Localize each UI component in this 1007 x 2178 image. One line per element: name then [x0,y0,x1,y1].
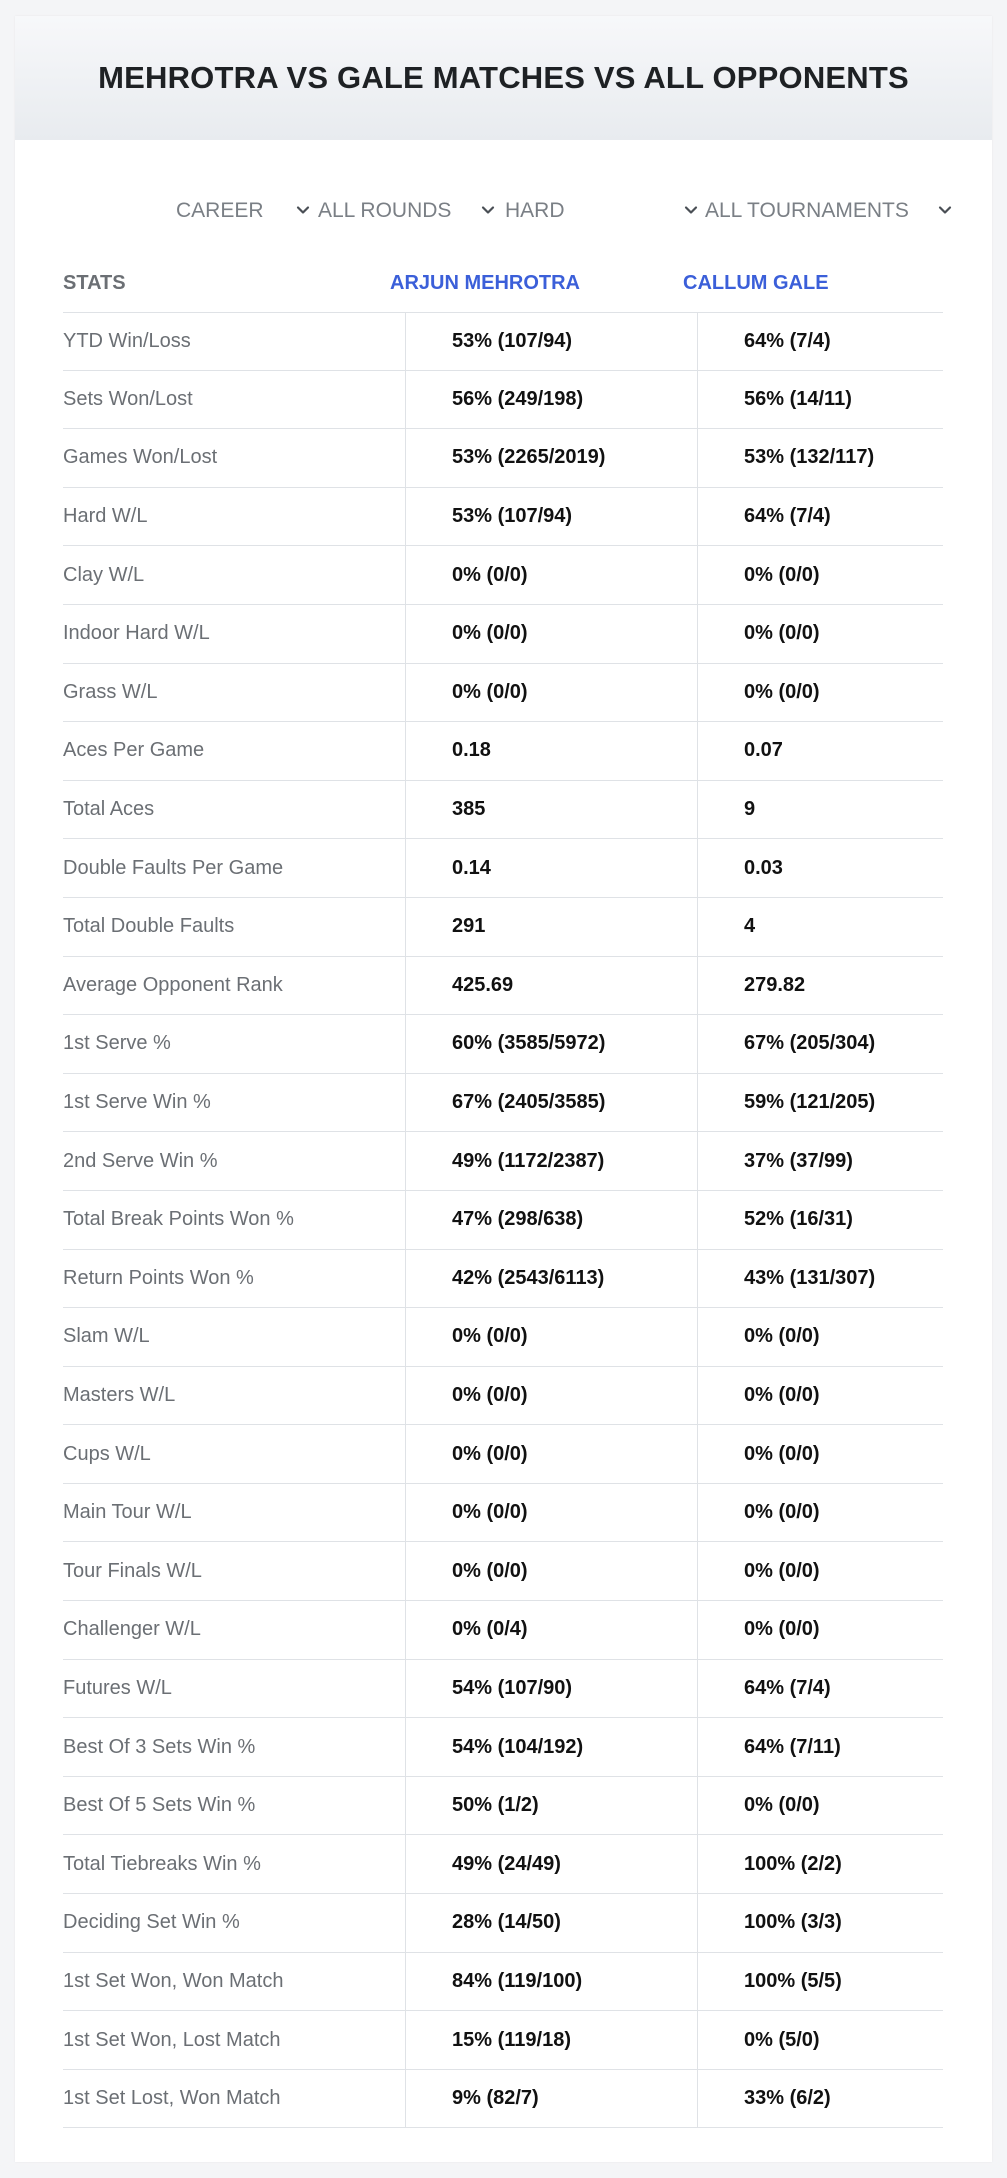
table-row [63,1894,943,1953]
stats-card [15,16,992,2162]
player2-value: 100% (2/2) [697,1835,943,1893]
player2-value: 0.07 [697,722,943,780]
player2-value: 279.82 [697,957,943,1015]
stat-label: Best Of 5 Sets Win % [63,1794,256,1817]
table-row [63,2011,943,2070]
player1-value: 0% (0/0) [405,664,697,722]
stat-label: Indoor Hard W/L [63,622,210,645]
player2-value: 0% (0/0) [697,1367,943,1425]
player1-value: 0% (0/0) [405,1308,697,1366]
stat-label: Total Break Points Won % [63,1208,294,1231]
stat-label: Total Double Faults [63,915,235,938]
player2-value: 0% (0/0) [697,605,943,663]
stat-label: Futures W/L [63,1676,172,1699]
table-row [63,1660,943,1719]
player2-value: 59% (121/205) [697,1074,943,1132]
player2-value: 67% (205/304) [697,1015,943,1073]
column-header-stats: STATS [63,272,126,294]
player1-value: 54% (107/90) [405,1660,697,1718]
chevron-down-icon [937,202,953,218]
stat-label: Double Faults Per Game [63,856,284,879]
stats-table [63,312,943,2128]
column-header-player2[interactable]: CALLUM GALE [683,272,829,294]
table-row [63,664,943,723]
player1-value: 50% (1/2) [405,1777,697,1835]
stat-label: Slam W/L [63,1325,150,1348]
stat-label: YTD Win/Loss [63,329,191,352]
player1-value: 0% (0/0) [405,1367,697,1425]
player1-value: 28% (14/50) [405,1894,697,1952]
player1-value: 15% (119/18) [405,2011,697,2069]
filter-career-select[interactable] [176,196,316,226]
chevron-down-icon [295,202,311,218]
player2-value: 53% (132/117) [697,429,943,487]
stat-label: Hard W/L [63,505,148,528]
player2-value: 37% (37/99) [697,1132,943,1190]
player1-value: 9% (82/7) [405,2070,697,2128]
player1-value: 60% (3585/5972) [405,1015,697,1073]
player2-value: 0% (0/0) [697,1484,943,1542]
stat-label: Main Tour W/L [63,1501,192,1524]
player2-value: 0% (0/0) [697,664,943,722]
player1-value: 0% (0/0) [405,605,697,663]
player2-value: 4 [697,898,943,956]
filter-surface-label: HARD [505,199,565,222]
table-row [63,312,943,371]
player1-value: 0% (0/0) [405,546,697,604]
player1-value: 0% (0/0) [405,1425,697,1483]
player2-value: 43% (131/307) [697,1250,943,1308]
stat-label: Masters W/L [63,1383,176,1406]
player2-value: 64% (7/4) [697,313,943,370]
stat-label: 1st Set Lost, Won Match [63,2087,281,2110]
table-row [63,605,943,664]
filter-rounds-label: ALL ROUNDS [318,199,452,222]
player1-value: 0.18 [405,722,697,780]
player2-value: 0% (0/0) [697,1777,943,1835]
player2-value: 52% (16/31) [697,1191,943,1249]
player2-value: 0.03 [697,839,943,897]
stat-label: Cups W/L [63,1442,151,1465]
table-row [63,898,943,957]
stat-label: Grass W/L [63,680,158,703]
player1-value: 0.14 [405,839,697,897]
filter-career-label: CAREER [176,199,264,222]
player1-value: 291 [405,898,697,956]
player1-value: 0% (0/4) [405,1601,697,1659]
stat-label: Games Won/Lost [63,446,218,469]
stat-label: Average Opponent Rank [63,973,283,996]
stat-label: Aces Per Game [63,739,205,762]
player2-value: 0% (0/0) [697,1542,943,1600]
filter-tournaments-select[interactable] [705,196,955,226]
table-row [63,371,943,430]
player2-value: 33% (6/2) [697,2070,943,2128]
player1-value: 67% (2405/3585) [405,1074,697,1132]
stat-label: Deciding Set Win % [63,1911,240,1934]
table-row [63,429,943,488]
player2-value: 0% (0/0) [697,1308,943,1366]
stat-label: Total Aces [63,798,155,821]
player1-value: 0% (0/0) [405,1484,697,1542]
table-row [63,839,943,898]
player1-value: 53% (107/94) [405,488,697,546]
player1-value: 425.69 [405,957,697,1015]
table-row [63,957,943,1016]
page-title: MEHROTRA VS GALE MATCHES VS ALL OPPONENTS [98,60,909,95]
player2-value: 64% (7/4) [697,488,943,546]
table-row [63,1542,943,1601]
table-row [63,1074,943,1133]
player2-value: 100% (3/3) [697,1894,943,1952]
player1-value: 42% (2543/6113) [405,1250,697,1308]
filter-tournaments-label: ALL TOURNAMENTS [705,199,909,222]
filter-bar [15,186,992,236]
table-row [63,1308,943,1367]
player1-value: 49% (1172/2387) [405,1132,697,1190]
table-row [63,546,943,605]
table-row [63,1718,943,1777]
table-row [63,1132,943,1191]
stat-label: Challenger W/L [63,1618,201,1641]
stat-label: 1st Set Won, Lost Match [63,2028,281,2051]
column-header-player1[interactable]: ARJUN MEHROTRA [390,272,580,294]
player1-value: 49% (24/49) [405,1835,697,1893]
table-row [63,1953,943,2012]
chevron-down-icon [480,202,496,218]
stat-label: Best Of 3 Sets Win % [63,1735,256,1758]
player1-value: 54% (104/192) [405,1718,697,1776]
stat-label: Sets Won/Lost [63,387,193,410]
player1-value: 47% (298/638) [405,1191,697,1249]
player1-value: 53% (107/94) [405,313,697,370]
stat-label: 1st Serve % [63,1032,171,1055]
player1-value: 53% (2265/2019) [405,429,697,487]
table-row [63,1015,943,1074]
table-row [63,1367,943,1426]
table-row [63,1484,943,1543]
table-row [63,781,943,840]
table-row [63,1425,943,1484]
player2-value: 9 [697,781,943,839]
player2-value: 0% (0/0) [697,546,943,604]
player1-value: 56% (249/198) [405,371,697,429]
stat-label: Total Tiebreaks Win % [63,1852,261,1875]
chevron-down-icon [683,202,699,218]
stat-label: Clay W/L [63,563,145,586]
player2-value: 56% (14/11) [697,371,943,429]
stat-label: Return Points Won % [63,1266,254,1289]
stat-label: 2nd Serve Win % [63,1149,218,1172]
table-row [63,1835,943,1894]
stat-label: 1st Set Won, Won Match [63,1969,284,1992]
player1-value: 84% (119/100) [405,1953,697,2011]
player2-value: 64% (7/11) [697,1718,943,1776]
player2-value: 0% (0/0) [697,1601,943,1659]
table-row [63,1191,943,1250]
table-row [63,1601,943,1660]
table-row [63,1250,943,1309]
filter-rounds-select[interactable] [318,196,503,226]
player1-value: 385 [405,781,697,839]
player1-value: 0% (0/0) [405,1542,697,1600]
player2-value: 0% (5/0) [697,2011,943,2069]
table-row [63,722,943,781]
stat-label: 1st Serve Win % [63,1091,211,1114]
player2-value: 100% (5/5) [697,1953,943,2011]
player2-value: 0% (0/0) [697,1425,943,1483]
stat-label: Tour Finals W/L [63,1559,202,1582]
table-row [63,488,943,547]
card-header [15,16,992,140]
table-row [63,2070,943,2129]
table-row [63,1777,943,1836]
filter-surface-select[interactable] [505,196,705,226]
player2-value: 64% (7/4) [697,1660,943,1718]
